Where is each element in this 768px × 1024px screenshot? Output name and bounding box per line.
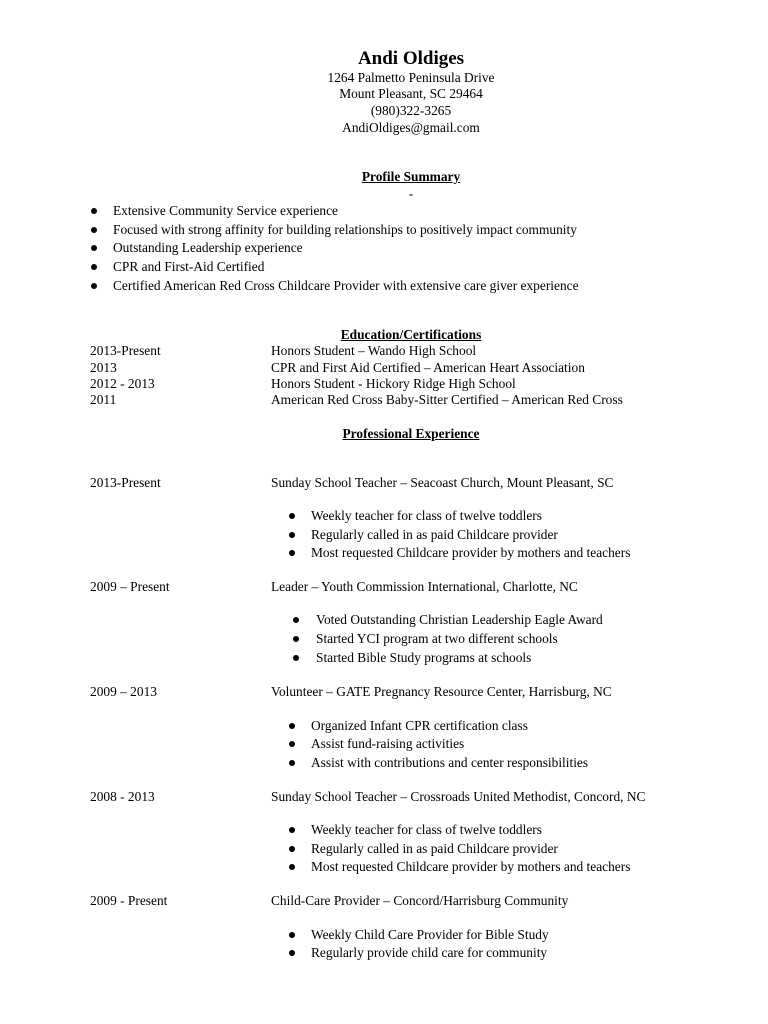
list-item: Focused with strong affinity for building relationships to positively impact community (113, 222, 577, 237)
job-title: Leader – Youth Commission International, Charlotte, NC (271, 579, 578, 594)
list-item: CPR and First-Aid Certified (113, 259, 265, 274)
education-heading: Education/Certifications (340, 327, 482, 342)
education-date: 2012 - 2013 (90, 376, 155, 391)
phone-number: (980)322-3265 (370, 103, 452, 118)
list-item: Outstanding Leadership experience (113, 240, 303, 255)
profile-summary-heading: Profile Summary (361, 169, 461, 184)
job-bullet: Weekly Child Care Provider for Bible Study (311, 927, 549, 942)
bullet-icon (293, 655, 299, 661)
job-title: Sunday School Teacher – Crossroads United Methodist, Concord, NC (271, 789, 646, 804)
bullet-icon (289, 513, 295, 519)
bullet-icon (91, 283, 97, 289)
profile-dash: - (408, 186, 414, 201)
bullet-icon (91, 227, 97, 233)
bullet-icon (91, 208, 97, 214)
bullet-icon (293, 636, 299, 642)
job-bullet: Regularly called in as paid Childcare provider (311, 527, 558, 542)
job-bullet: Most requested Childcare provider by mothers and teachers (311, 859, 631, 874)
education-desc: Honors Student – Wando High School (271, 343, 477, 358)
bullet-icon (289, 827, 295, 833)
job-bullet: Organized Infant CPR certification class (311, 718, 528, 733)
education-date: 2011 (90, 392, 117, 407)
job-bullet: Started Bible Study programs at schools (316, 650, 532, 665)
bullet-icon (289, 864, 295, 870)
list-item: Certified American Red Cross Childcare Provider with extensive care giver experience (113, 278, 579, 293)
job-date: 2009 - Present (90, 893, 168, 908)
job-title: Child-Care Provider – Concord/Harrisburg Community (271, 893, 569, 908)
job-date: 2013-Present (90, 475, 161, 490)
experience-heading: Professional Experience (342, 426, 480, 441)
list-item: Extensive Community Service experience (113, 203, 338, 218)
job-date: 2009 – Present (90, 579, 170, 594)
bullet-icon (289, 846, 295, 852)
bullet-icon (289, 932, 295, 938)
job-title: Sunday School Teacher – Seacoast Church, Mount Pleasant, SC (271, 475, 614, 490)
bullet-icon (289, 723, 295, 729)
applicant-name: Andi Oldiges (357, 48, 465, 69)
job-bullet: Regularly called in as paid Childcare provider (311, 841, 558, 856)
bullet-icon (293, 617, 299, 623)
job-date: 2009 – 2013 (90, 684, 157, 699)
job-title: Volunteer – GATE Pregnancy Resource Center, Harrisburg, NC (271, 684, 612, 699)
bullet-icon (289, 532, 295, 538)
job-bullet: Weekly teacher for class of twelve toddlers (311, 508, 542, 523)
email-address: AndiOldiges@gmail.com (342, 120, 480, 135)
bullet-icon (289, 741, 295, 747)
bullet-icon (289, 950, 295, 956)
job-bullet: Weekly teacher for class of twelve toddlers (311, 822, 542, 837)
address-line-2: Mount Pleasant, SC 29464 (339, 86, 483, 101)
job-bullet: Regularly provide child care for community (311, 945, 548, 960)
job-bullet: Assist with contributions and center responsibilities (311, 755, 589, 770)
education-desc: Honors Student - Hickory Ridge High School (271, 376, 516, 391)
education-desc: American Red Cross Baby-Sitter Certified – American Red Cross (271, 392, 623, 407)
job-date: 2008 - 2013 (90, 789, 155, 804)
job-bullet: Voted Outstanding Christian Leadership Eagle Award (316, 612, 603, 627)
bullet-icon (91, 264, 97, 270)
education-date: 2013 (90, 360, 117, 375)
address-line-1: 1264 Palmetto Peninsula Drive (327, 70, 495, 85)
job-bullet: Assist fund-raising activities (311, 736, 465, 751)
job-bullet: Started YCI program at two different schools (316, 631, 558, 646)
bullet-icon (289, 760, 295, 766)
education-desc: CPR and First Aid Certified – American Heart Association (271, 360, 585, 375)
bullet-icon (289, 550, 295, 556)
job-bullet: Most requested Childcare provider by mothers and teachers (311, 545, 631, 560)
education-date: 2013-Present (90, 343, 161, 358)
bullet-icon (91, 245, 97, 251)
